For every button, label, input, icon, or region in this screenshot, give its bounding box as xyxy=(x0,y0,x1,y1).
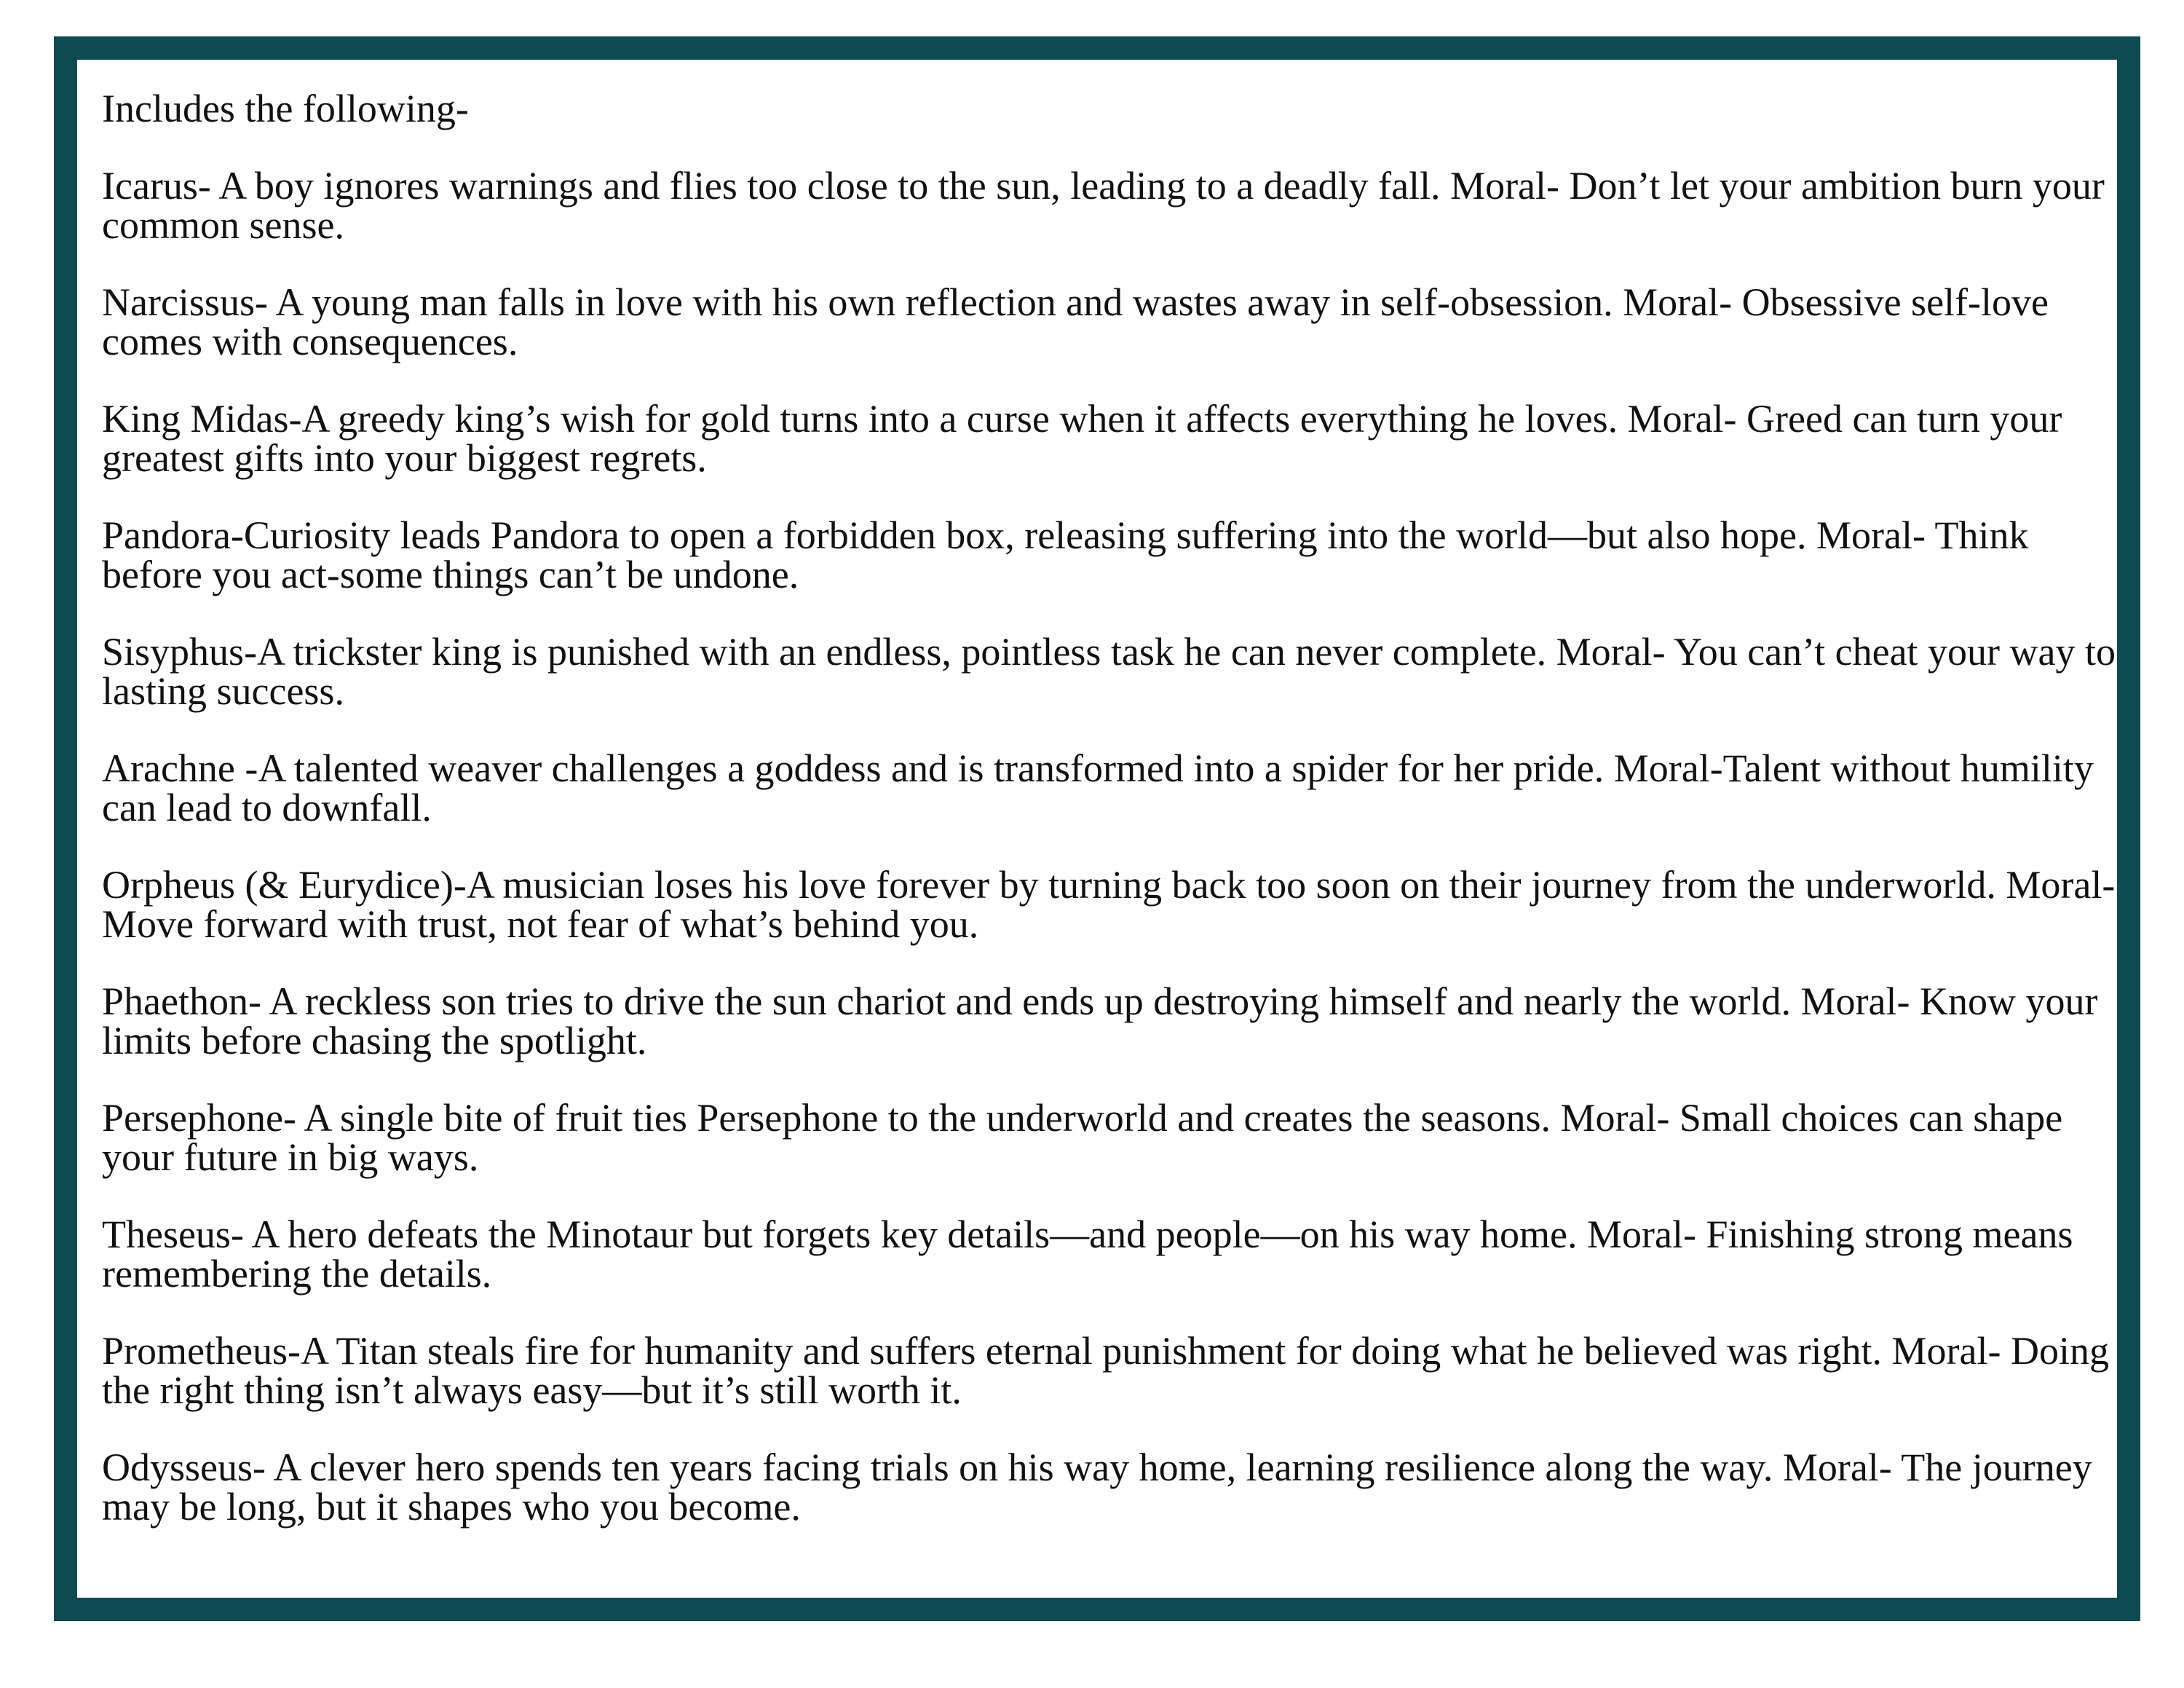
myth-entry-arachne: Arachne -A talented weaver challenges a goddess and is transformed into a spider for her pride. Moral-Talent without humility can lead to downfall. xyxy=(102,746,2094,829)
intro-heading: Includes the following- xyxy=(102,87,469,130)
myth-entry-pandora: Pandora-Curiosity leads Pandora to open a forbidden box, releasing suffering into the world—but also hope. Moral- Think before you act-some things can’t be undone. xyxy=(102,513,2029,596)
myth-entry-persephone: Persephone- A single bite of fruit ties Persephone to the underworld and creates the seasons. Moral- Small choices can shape your future in big ways. xyxy=(102,1096,2063,1179)
myth-entry-sisyphus: Sisyphus-A trickster king is punished with an endless, pointless task he can never complete. Moral- You can’t cheat your way to lasting success. xyxy=(102,630,2116,713)
myth-entry-king-midas: King Midas-A greedy king’s wish for gold turns into a curse when it affects everything he loves. Moral- Greed can turn your greatest gifts into your biggest regrets. xyxy=(102,397,2062,480)
myth-entry-narcissus: Narcissus- A young man falls in love with his own reflection and wastes away in self-obsession. Moral- Obsessive self-love comes with consequences. xyxy=(102,280,2049,363)
myth-entry-orpheus: Orpheus (& Eurydice)-A musician loses his love forever by turning back too soon on their journey from the underworld. Moral- Move forward with trust, not fear of what’s behind you. xyxy=(102,863,2116,946)
myth-entry-odysseus: Odysseus- A clever hero spends ten years facing trials on his way home, learning resilience along the way. Moral- The journey may be long, but it shapes who you become. xyxy=(102,1446,2092,1529)
myth-entry-icarus: Icarus- A boy ignores warnings and flies too close to the sun, leading to a deadly fall. Moral- Don’t let your ambition burn your common sense. xyxy=(102,164,2105,247)
myth-entry-prometheus: Prometheus-A Titan steals fire for humanity and suffers eternal punishment for doing what he believed was right. Moral- Doing the right thing isn’t always easy—but it’s still worth it. xyxy=(102,1329,2109,1412)
document-body xyxy=(102,89,2126,1564)
myth-entry-theseus: Theseus- A hero defeats the Minotaur but forgets key details—and people—on his way home. Moral- Finishing strong means remembering the details. xyxy=(102,1212,2073,1295)
myth-entry-phaethon: Phaethon- A reckless son tries to drive the sun chariot and ends up destroying himself and nearly the world. Moral- Know your limits before chasing the spotlight. xyxy=(102,979,2098,1062)
